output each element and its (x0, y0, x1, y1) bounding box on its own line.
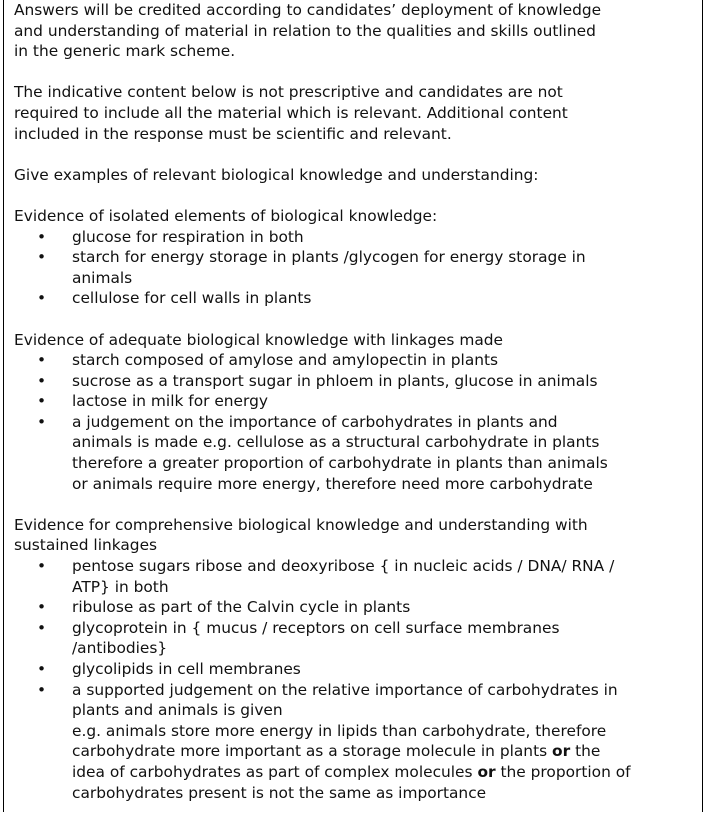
list-item: • sucrose as a transport sugar in phloem in plants, glucose in animals (14, 371, 702, 392)
comprehensive-list (14, 556, 702, 803)
adequate-list (14, 350, 702, 494)
list-item: • cellulose for cell walls in plants (14, 288, 702, 309)
list-item-judgement (14, 680, 702, 804)
intro-paragraph-3: Give examples of relevant biological knowledge and understanding: (14, 165, 539, 184)
section-heading-isolated: Evidence of isolated elements of biological knowledge: (14, 206, 438, 225)
example-text-c: the proportion of carbohydrates present is not the same as importance (72, 762, 631, 802)
isolated-list (14, 227, 702, 309)
list-item: • starch composed of amylose and amylopectin in plants (14, 350, 702, 371)
list-item: • a judgement on the importance of carbohydrates in plants and animals is made e.g. cellulose as a structural carbohydrate in plants therefore a greater proportion of carbohydrate in plants than animals or animals require more energy, therefore need more carbohydrate (14, 412, 702, 494)
list-item: • starch for energy storage in plants /glycogen for energy storage in animals (14, 247, 702, 288)
or-keyword: or (477, 762, 496, 781)
example-text-a: e.g. animals store more energy in lipids than carbohydrate, therefore carbohydrate more important as a storage molecule in plants (72, 721, 607, 761)
or-keyword: or (552, 742, 571, 761)
list-item: • glycolipids in cell membranes (14, 659, 702, 680)
example-text-b: the idea of carbohydrates as part of complex molecules (72, 742, 601, 781)
intro-paragraph-2: The indicative content below is not prescriptive and candidates are not required to include all the material which is relevant. Additional content included in the response must be scientific and relevant. (14, 83, 568, 143)
judgement-example (72, 721, 702, 803)
mark-scheme-content (14, 0, 702, 824)
list-item: • lactose in milk for energy (14, 391, 702, 412)
list-item: • glucose for respiration in both (14, 227, 702, 248)
judgement-text: a supported judgement on the relative importance of carbohydrates in plants and animals is given (72, 680, 618, 720)
list-item: • pentose sugars ribose and deoxyribose { in nucleic acids / DNA/ RNA / ATP} in both (14, 556, 702, 597)
intro-paragraph-1: Answers will be credited according to candidates’ deployment of knowledge and understanding of material in relation to the qualities and skills outlined in the generic mark scheme. (14, 1, 602, 61)
section-heading-comprehensive: Evidence for comprehensive biological knowledge and understanding with sustained linkages (14, 515, 588, 555)
list-item: • ribulose as part of the Calvin cycle in plants (14, 597, 702, 618)
section-heading-adequate: Evidence of adequate biological knowledge with linkages made (14, 330, 503, 349)
list-item: • glycoprotein in { mucus / receptors on cell surface membranes /antibodies} (14, 618, 702, 659)
